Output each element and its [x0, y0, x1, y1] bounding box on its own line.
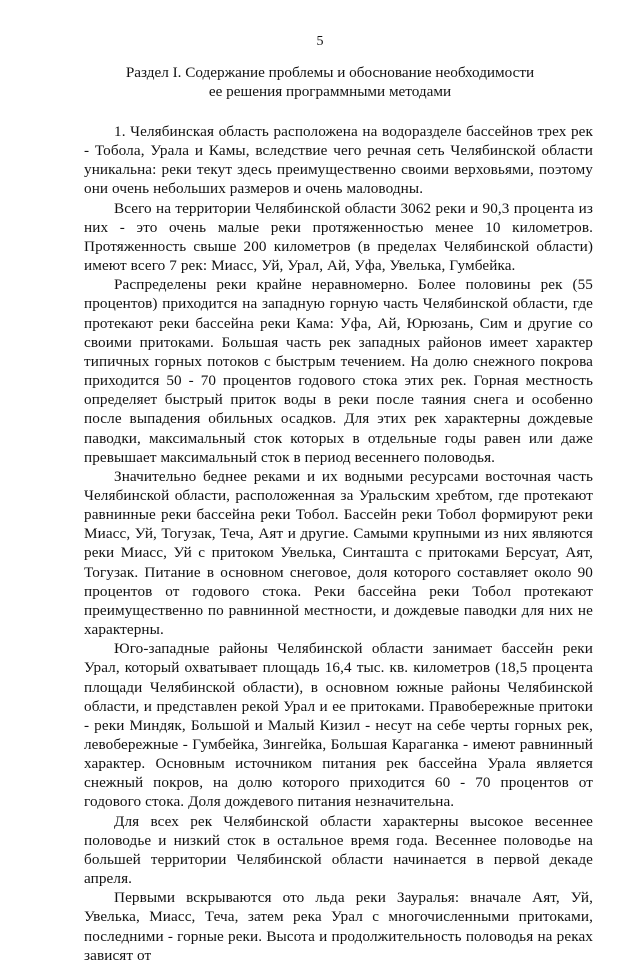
page-number: 5: [316, 34, 324, 49]
paragraph-7: Первыми вскрываются ото льда реки Зауралья: вначале Аят, Уй, Увелька, Миасс, Теча, затем река Урал с многочисленными притоками, последними - горные реки. Высота и продолжительность половодья на реках зависят от: [84, 889, 593, 964]
section-heading: [110, 64, 550, 101]
section-heading-line-2: ее решения программными методами: [208, 82, 452, 100]
body-text: [84, 122, 593, 965]
paragraph-3: Распределены реки крайне неравномерно. Более половины рек (55 процентов) приходится на западную горную часть Челябинской области, где протекают реки бассейна реки Кама: Уфа, Ай, Юрюзань, Сим и другие со своими притоками. Большая часть рек западных районов имеет характер типичных горных потоков с быстрым течением. На долю снежного покрова приходится 50 - 70 процентов годового стока этих рек. Горная местность определяет быстрый приток воды в реки после таяния снега и особенно после выпадения обильных осадков. Для этих рек характерны дождевые паводки, максимальный сток которых в отдельные годы равен или даже превышает максимальный сток в период весеннего половодья.: [84, 276, 593, 466]
paragraph-2: Всего на территории Челябинской области 3062 реки и 90,3 процента из них - это очень малые реки протяженностью менее 10 километров. Протяженность свыше 200 километров (в пределах Челябинской области) имеют всего 7 рек: Миасс, Уй, Урал, Ай, Уфа, Увелька, Гумбейка.: [84, 199, 593, 275]
paragraph-4: Значительно беднее реками и их водными ресурсами восточная часть Челябинской области, расположенная за Уральским хребтом, где протекают равнинные реки бассейна реки Тобол. Бассейн реки Тобол формируют реки Миасс, Уй, Тогузак, Теча, Аят и другие. Самыми крупными из них являются реки Миасс, Уй с притоком Увелька, Синташта с притоками Берсуат, Аят, Тогузак. Питание в основном снеговое, доля которого составляет около 90 процентов от годового стока. Реки бассейна реки Тобол протекают преимущественно по равнинной местности, и дождевые паводки для них не характерны.: [84, 467, 593, 639]
paragraph-6: Для всех рек Челябинской области характерны высокое весеннее половодье и низкий сток в остальное время года. Весеннее половодье на большей территории Челябинской области начинается в первой декаде апреля.: [84, 812, 593, 888]
section-heading-line-1: Раздел I. Содержание проблемы и обоснование необходимости: [125, 64, 535, 81]
paragraph-5: Юго-западные районы Челябинской области занимает бассейн реки Урал, который охватывает площадь 16,4 тыс. кв. километров (18,5 процента площади Челябинской области), в основном южные районы Челябинской области, и представлен рекой Урал и ее притоками. Правобережные притоки - реки Миндяк, Большой и Малый Кизил - несут на себе черты горных рек, левобережные - Гумбейка, Зингейка, Большая Караганка - имеют равнинный характер. Основным источником питания рек бассейна Урала является снежный покров, на долю которого приходится 60 - 70 процентов от годового стока. Доля дождевого питания незначительна.: [84, 640, 593, 811]
paragraph-1: 1. Челябинская область расположена на водоразделе бассейнов трех рек - Тобола, Урала и Камы, вследствие чего речная сеть Челябинской области уникальна: реки текут здесь преимущественно своими верховьями, поэтому они очень небольших размеров и очень маловодны.: [84, 123, 593, 198]
